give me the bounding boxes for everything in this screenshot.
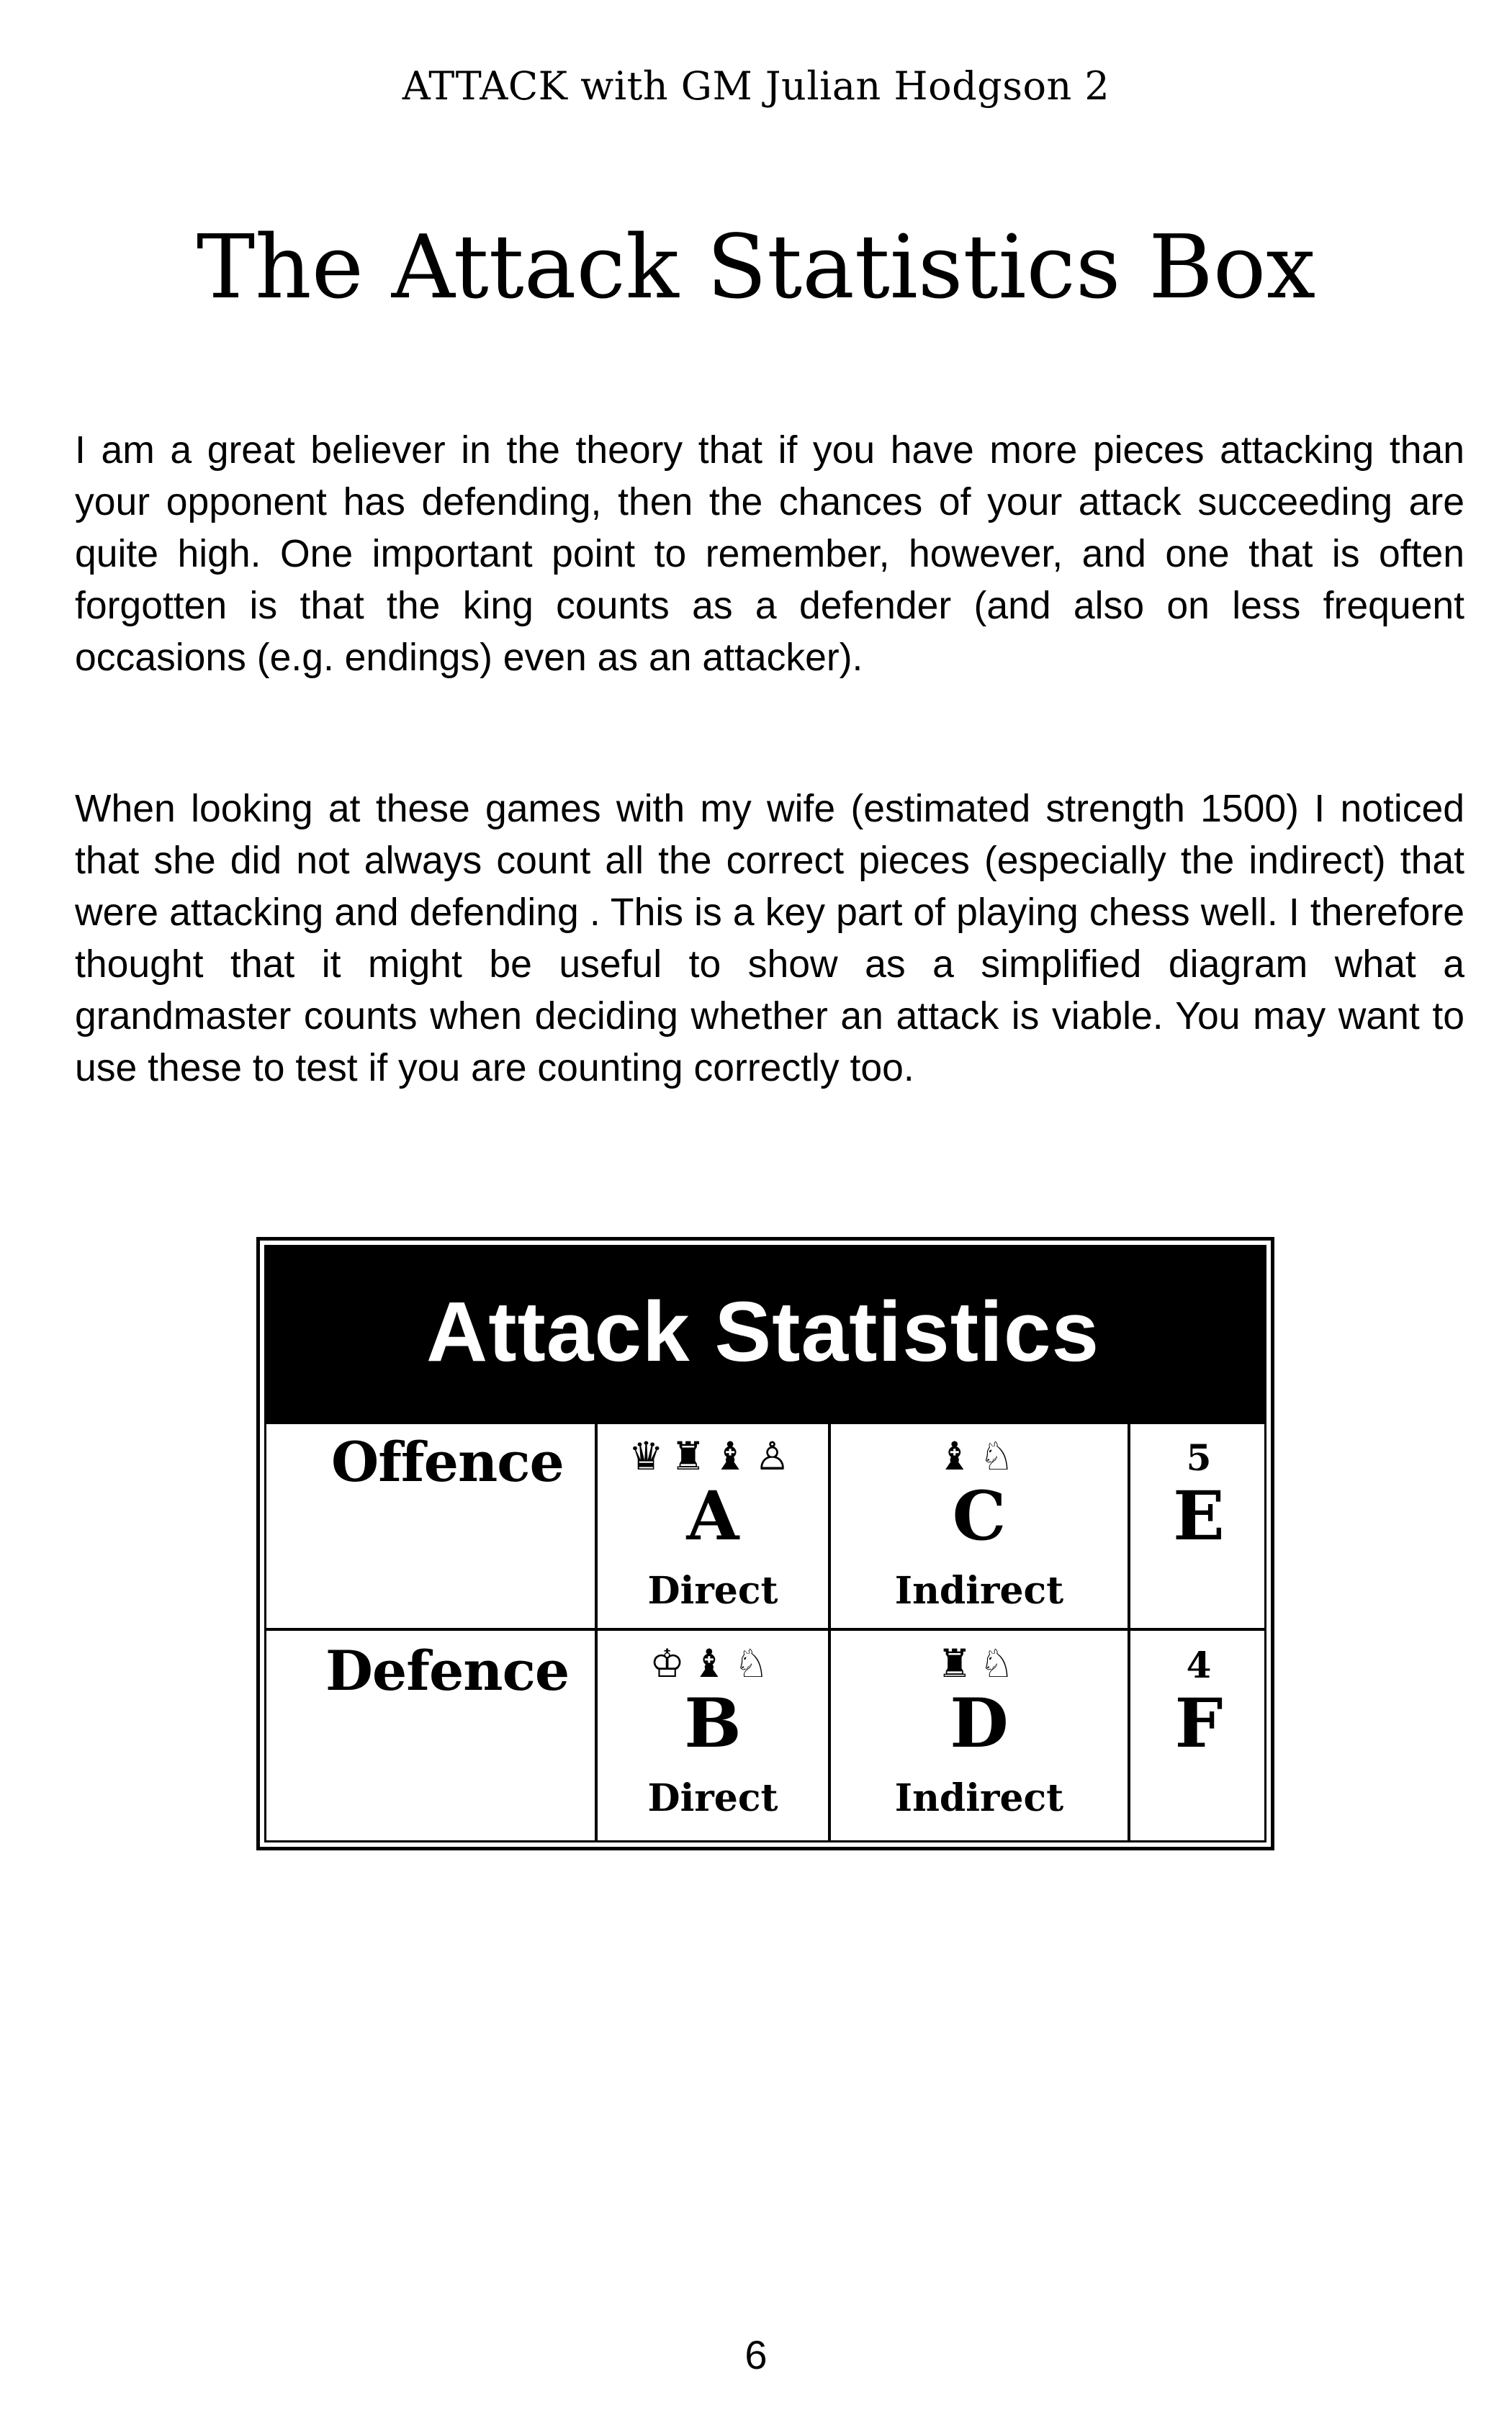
attack-statistics-box [256,1237,1274,1850]
defence-indirect-cell [831,1642,1128,1820]
paragraph-1: I am a great believer in the theory that if you have more pieces attacking than your opponent has defending, then the chances of your attack succeeding are quite high. One important point to remember, however, and one that is often forgotten is that the king counts as a defender (and also on less frequent occasions (e.g. endings) even as an attacker). [75,429,1464,679]
defence-direct-cell [598,1642,828,1820]
stats-grid [266,1424,1264,1840]
offence-total-letter: E [1173,1477,1225,1556]
page-title: The Attack Statistics Box [196,216,1316,318]
offence-indirect-label: Indirect [894,1569,1064,1613]
stats-box-header: Attack Statistics [266,1247,1264,1424]
defence-direct-label: Direct [647,1776,778,1820]
page-number: 6 [744,2332,768,2377]
offence-label: Offence [331,1430,564,1494]
defence-label: Defence [325,1639,570,1703]
offence-direct-label: Direct [647,1569,778,1613]
defence-direct-letter: B [684,1684,742,1763]
stats-box-inner [264,1245,1266,1842]
offence-indirect-pieces: ♝♘ [937,1434,1022,1479]
defence-total-letter: F [1174,1684,1223,1763]
defence-total-count: 4 [1186,1644,1212,1686]
paragraph-2: When looking at these games with my wife (estimated strength 1500) I noticed that she did not always count all the correct pieces (especially the indirect) that were attacking and defending . This is a key part of playing chess well. I therefore thought that it might be useful to show as a simplified diagram what a grandmaster counts when deciding whether an attack is viable. You may want to use these to test if you are counting correctly too. [75,788,1464,1089]
offence-indirect-letter: C [952,1477,1007,1556]
defence-total-cell [1130,1644,1267,1761]
offence-direct-cell [598,1434,828,1613]
offence-total-count: 5 [1186,1436,1212,1479]
grid-divider [266,1628,1264,1631]
offence-direct-pieces: ♛♜♝♙ [629,1434,797,1479]
defence-direct-pieces: ♔♝♘ [649,1641,776,1686]
offence-indirect-cell [831,1434,1128,1613]
defence-indirect-label: Indirect [894,1776,1064,1820]
running-head: ATTACK with GM Julian Hodgson 2 [402,63,1110,109]
offence-direct-letter: A [686,1477,739,1556]
offence-total-cell [1130,1437,1267,1554]
defence-indirect-letter: D [950,1684,1009,1763]
defence-indirect-pieces: ♜♘ [937,1641,1022,1686]
